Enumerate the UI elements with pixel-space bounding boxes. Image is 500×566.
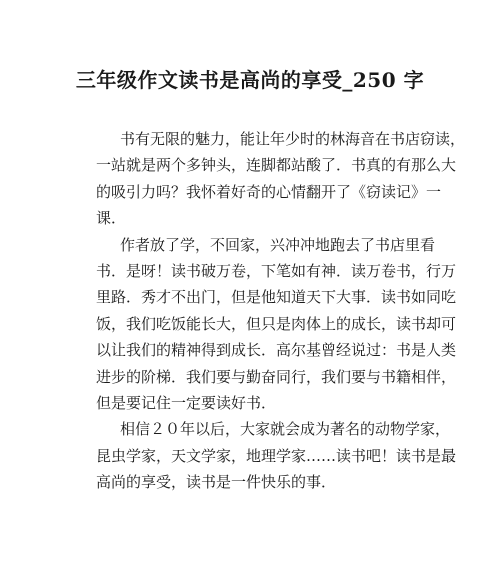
- paragraph-1: [96, 126, 466, 232]
- document-body: [96, 126, 466, 495]
- paragraph-line: 里路．秀才不出门，但是他知道天下大事．读书如同吃: [96, 288, 457, 307]
- paragraph-line: 高尚的享受，读书是一件快乐的事．: [96, 473, 337, 492]
- document-title: 三年级作文读书是高尚的享受_250 字: [75, 68, 425, 92]
- paragraph-line: 的吸引力吗？我怀着好奇的心情翻开了《窃读记》一: [96, 182, 442, 201]
- paragraph-line: 书有无限的魅力，能让年少时的林海音在书店窃读，: [120, 130, 466, 148]
- paragraph-line: 课．: [96, 209, 127, 228]
- paragraph-line: 以让我们的精神得到成长．高尔基曾经说过：书是人类: [96, 341, 457, 360]
- paragraph-line: 进步的阶梯．我们要与勤奋同行，我们要与书籍相伴，: [96, 367, 457, 386]
- paragraph-line: 一站就是两个多钟头，连脚都站酸了．书真的有那么大: [96, 156, 457, 175]
- paragraph-line: 书．是呀！读书破万卷，下笔如有神．读万卷书，行万: [96, 261, 457, 280]
- paragraph-line: 作者放了学，不回家，兴冲冲地跑去了书店里看: [120, 235, 436, 254]
- paragraph-2: [96, 232, 457, 417]
- paragraph-line: 昆虫学家，天文学家，地理学家……读书吧！读书是最: [96, 446, 457, 465]
- paragraph-line: 但是要记住一定要读好书．: [96, 393, 277, 412]
- paragraph-3: [96, 416, 457, 495]
- paragraph-line: 饭，我们吃饭能长大，但只是肉体上的成长，读书却可: [96, 314, 457, 333]
- paragraph-line: 相信２０年以后，大家就会成为著名的动物学家，: [120, 420, 451, 439]
